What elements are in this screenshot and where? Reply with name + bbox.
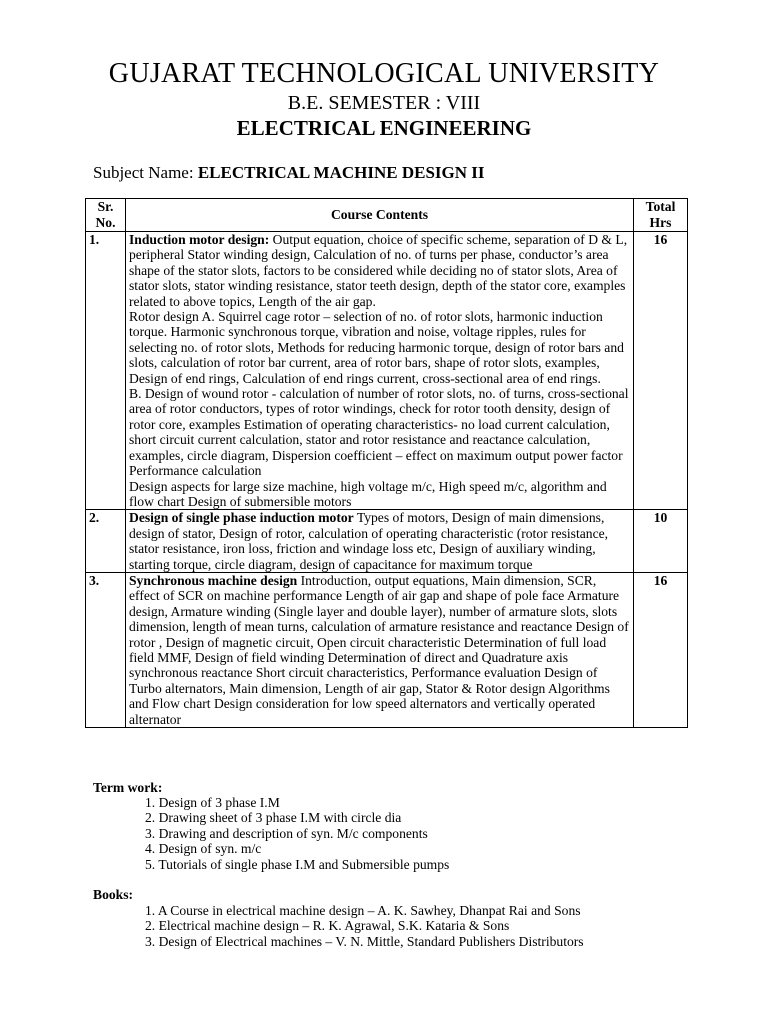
header-hrs-line2: Hrs <box>649 215 672 230</box>
row-hrs: 16 <box>634 572 688 727</box>
table-header-row <box>86 199 688 232</box>
books-heading: Books: <box>93 887 134 902</box>
list-item: 5. Tutorials of single phase I.M and Submersible pumps <box>145 856 450 872</box>
list-item: 3. Drawing and description of syn. M/c components <box>145 825 428 841</box>
table-row <box>86 232 688 510</box>
row-sr-no: 1. <box>86 232 126 510</box>
header-sr-no <box>86 199 126 232</box>
row-paragraph: Design aspects for large size machine, high voltage m/c, High speed m/c, algorithm and flow chart Design of submersible motors <box>129 478 607 509</box>
row-hrs: 16 <box>634 232 688 510</box>
header-hrs-line1: Total <box>645 199 676 214</box>
row-paragraph <box>129 510 630 572</box>
books-list <box>145 903 584 949</box>
row-hrs: 10 <box>634 510 688 573</box>
list-item: 3. Design of Electrical machines – V. N. Mittle, Standard Publishers Distributors <box>145 933 584 949</box>
list-item: 2. Electrical machine design – R. K. Agrawal, S.K. Kataria & Sons <box>145 918 510 934</box>
header-course-contents: Course Contents <box>126 199 634 232</box>
row-paragraph: Rotor design A. Squirrel cage rotor – selection of no. of rotor slots, harmonic induction torque. Harmonic synchronous torque, vibration and noise, voltage ripples, rules for selecting no. of rotor slots, Methods for reducing harmonic torque, design of rotor bars and slots, calculation of rotor bar current, area of rotor bars, shape of rotor slots, examples, Design of end rings, Calculation of end rings current, cross-sectional area of end rings. <box>129 309 624 386</box>
university-title: GUJARAT TECHNOLOGICAL UNIVERSITY <box>108 58 660 89</box>
header-sr-line1: Sr. <box>97 199 114 214</box>
row-paragraph <box>129 573 630 727</box>
row-sr-no: 3. <box>86 572 126 727</box>
term-work-list <box>145 795 449 872</box>
row-paragraph: B. Design of wound rotor - calculation of number of rotor slots, no. of turns, cross-sectional area of rotor conductors, types of rotor windings, check for rotor tooth density, design of rotor core, examples Estimation of operating characteristics- no load current calculation, short circuit current calculation, stator and rotor resistance and reactance calculation, examples, circle diagram, Dispersion coefficient – effect on maximum output power factor <box>129 386 629 463</box>
row-paragraph <box>129 232 630 309</box>
semester-title: B.E. SEMESTER : VIII <box>287 92 481 114</box>
row-title: Synchronous machine design <box>129 572 298 588</box>
subject-line <box>93 163 485 183</box>
subject-label: Subject Name: <box>93 163 194 182</box>
branch-title: ELECTRICAL ENGINEERING <box>236 116 532 140</box>
row-title: Design of single phase induction motor <box>129 510 354 526</box>
table-row <box>86 572 688 727</box>
row-text: Output equation, choice of specific scheme, separation of D & L, peripheral Stator winding design, Calculation of no. of turns per phase, conductor’s area shape of the stator slots, factors to be considered while deciding no of stator slots, Area of stator slots, stator winding resistance, stator teeth design, depth of the stator core, examples related to above topics, Length of the air gap. <box>129 232 628 309</box>
table-row <box>86 510 688 573</box>
row-text: Types of motors, Design of main dimensions, design of stator, Design of rotor, calculation of operating characteristic (rotor resistance, stator resistance, iron loss, friction and windage loss etc, Design of auxiliary winding, starting torque, circle diagram, design of capacitance for maximum torque <box>129 510 609 572</box>
row-paragraph: Performance calculation <box>129 463 262 479</box>
row-content <box>126 572 634 727</box>
row-text: Introduction, output equations, Main dimension, SCR, effect of SCR on machine performance Length of air gap and shape of pole face Armature design, Armature winding (Single layer and double layer), number of armature slots, slots dimension, length of mean turns, calculation of armature resistance and reactance Design of rotor , Design of magnetic circuit, Open circuit characteristic Determination of full load field MMF, Design of field winding Determination of direct and Quadrature axis synchronous reactance Short circuit characteristics, Performance evaluation Design of Turbo alternators, Main dimension, Length of air gap, Stator & Rotor design Algorithms and Flow chart Design consideration for low speed alternators and vertically operated alternator <box>129 572 629 727</box>
row-sr-no: 2. <box>86 510 126 573</box>
header-total-hrs <box>634 199 688 232</box>
list-item: 4. Design of syn. m/c <box>145 841 262 857</box>
list-item: 2. Drawing sheet of 3 phase I.M with circle dia <box>145 810 402 826</box>
list-item: 1. A Course in electrical machine design – A. K. Sawhey, Dhanpat Rai and Sons <box>145 903 581 918</box>
subject-name: ELECTRICAL MACHINE DESIGN II <box>197 163 485 182</box>
header-sr-line2: No. <box>95 215 116 230</box>
row-content <box>126 510 634 573</box>
row-content <box>126 232 634 510</box>
row-title: Induction motor design: <box>129 232 270 247</box>
course-contents-table <box>85 198 688 728</box>
term-work-heading: Term work: <box>93 780 163 795</box>
list-item: 1. Design of 3 phase I.M <box>145 795 280 810</box>
